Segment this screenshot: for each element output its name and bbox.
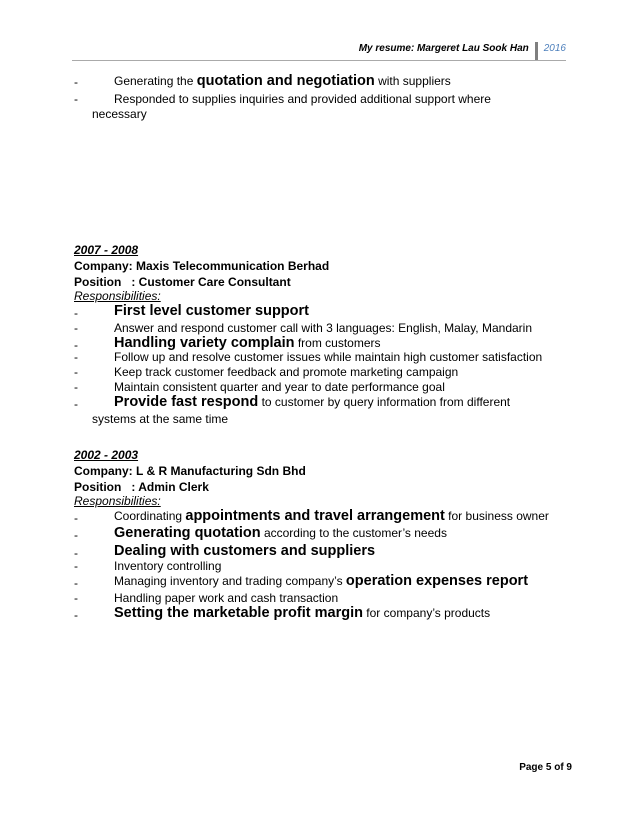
company-name: Company: L & R Manufacturing Sdn Bhd [74, 464, 306, 478]
job-years: 2002 - 2003 [74, 448, 139, 462]
responsibilities-label: Responsibilities: [74, 494, 161, 508]
responsibilities-label: Responsibilities: [74, 289, 161, 303]
page-number: Page 5 of 9 [519, 762, 572, 773]
position-title: Position : Customer Care Consultant [74, 275, 291, 289]
position-title: Position : Admin Clerk [74, 480, 209, 494]
header-title: My resume: Margeret Lau Sook Han [358, 43, 529, 54]
list-item-continuation: necessary [92, 107, 147, 121]
list-item-continuation: systems at the same time [92, 412, 229, 426]
job-years: 2007 - 2008 [74, 243, 139, 257]
header-rule [72, 60, 566, 61]
page-header [359, 42, 566, 60]
header-year: 2016 [543, 43, 566, 54]
company-name: Company: Maxis Telecommunication Berhad [74, 259, 330, 273]
